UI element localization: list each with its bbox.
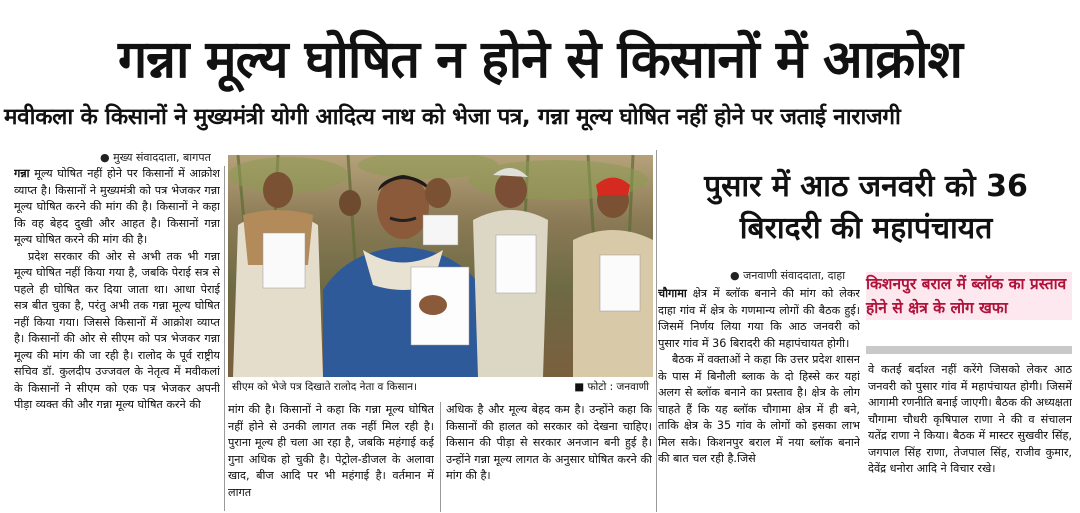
side-p1-text: क्षेत्र में ब्लॉक बनाने की मांग को लेकर दाहा गांव में क्षेत्र के गणमान्य लोगों की बैठक हुई। जिसमें निर्णय लिया गया कि आठ जनवरी को पुसार गांव में 36 बिरादरी की महापंचायत होगी। [658,287,860,350]
main-col1-paragraph-2: प्रदेश सरकार की ओर से अभी तक भी गन्ना मूल्य घोषित नहीं किया गया है, जबकि पेराई सत्र से पहले ही घोषित कर दिया जाता था। आधा पेराई सत्र बीत चुका है, परंतु अभी तक गन्ना मूल्य घोषित नहीं किया गया। जिससे किसानों में आक्रोश व्याप्त है। किसानों की ओर से सीएम को पत्र भेजकर गन्ना मूल्य की मांग की जा रही है। रालोद के पूर्व राष्ट्रीय सचिव डॉ. कुलदीप उज्जवल के नेतृत्व में मवीकलां के किसानों ने सीएम को एक पत्र भेजकर अपनी पीड़ा व्यक्त की और गन्ना मूल्य घोषित करने की [14,249,220,411]
side-article-column-2 [868,362,1072,512]
page-headline: गन्ना मूल्य घोषित न होने से किसानों में आक्रोश [118,30,962,90]
main-byline: ● मुख्य संवाददाता, बागपत [100,151,211,164]
side-box-headline: किशनपुर बराल में ब्लॉक का प्रस्ताव होने से क्षेत्र के लोग खफा [866,272,1072,320]
main-article-column-3 [446,402,652,512]
side-headline-line-1: पुसार में आठ जनवरी को 36 [704,169,1028,204]
side-byline: ● जनवाणी संवाददाता, दाहा [730,269,846,282]
column-divider [224,166,225,511]
main-col3-text: अधिक है और मूल्य बेहद कम है। उन्होंने कहा कि किसानों की हालत को सरकार को देखना चाहिए। किसान की पीड़ा से सरकार अनजान बनी हुई है। उन्होंने गन्ना मूल्य लागत के अनुसार घोषित करने की मांग की है। [446,403,652,482]
article-divider [656,150,657,512]
farmers-holding-letters-illustration [228,155,653,377]
main-article-column-1 [14,166,220,511]
photo-credit: ■ फोटो : जनवाणी [574,381,649,393]
box-divider [866,346,1072,354]
main-col1-p1-text: मूल्य घोषित नहीं होने पर किसानों में आक्रोश व्याप्त है। किसानों ने मुख्यमंत्री को पत्र भेजकर गन्ना मूल्य घोषित करने की मांग की है। किसानों ने कहा कि वह बेहद दुखी और आहत है। किसानों गन्ना मूल्य घोषित करने की मांग की है। [14,167,220,246]
main-col2-text: मांग की है। किसानों ने कहा कि गन्ना मूल्य घोषित नहीं होने से उनकी लागत तक नहीं मिल रही है। पुराना मूल्य ही चला आ रहा है, जबकि महंगाई कई गुना अधिक हो चुकी है। पेट्रोल-डीजल के अलावा खाद, बीज आदि पर भी महंगाई है। वर्तमान में लागत [228,403,434,499]
column-divider [440,402,441,512]
main-col1-paragraph-1 [14,166,220,249]
main-lead-word: गन्ना [14,167,30,180]
side-col2-text: वे कतई बर्दाश्त नहीं करेंगे जिसको लेकर आठ जनवरी को पुसार गांव में महापंचायत होगी। जिसमें आगामी रणनीति बनाई जाएगी। बैठक की अध्यक्षता चौगामा चौधरी कृषिपाल राणा ने की व संचालन यतेंद्र राणा ने किया। बैठक में मास्टर सुखवीर सिंह, जगपाल सिंह राणा, तेजपाल सिंह, राजीव कुमार, देवेंद्र धनोरा आदि ने विचार रखे। [868,363,1072,475]
side-paragraph-2: बैठक में वक्ताओं ने कहा कि उत्तर प्रदेश शासन के पास में बिनौली ब्लाक के दो हिस्से कर यहां अलग से ब्लॉक बनाने का प्रस्ताव है। क्षेत्र के लोग चाहते हैं कि यह ब्लॉक चौगामा क्षेत्र में ही बने, ताकि क्षेत्र के 35 गांव के लोगों को इसका लाभ मिल सके। किशनपुर बराल में नया ब्लॉक बनाने की बात चल रही है.जिसे [658,353,860,465]
side-lead-word: चौगामा [658,287,687,300]
side-article-headline [660,166,1072,250]
photo-caption: सीएम को भेजे पत्र दिखाते रालोद नेता व किसान। [232,381,418,393]
news-photo [228,155,653,377]
side-paragraph-1 [658,286,860,352]
main-article-column-2 [228,402,434,512]
side-headline-line-2: बिरादरी की महापंचायत [739,211,993,246]
subheadline: मवीकला के किसानों ने मुख्यमंत्री योगी आदित्य नाथ को भेजा पत्र, गन्ना मूल्य घोषित नहीं होने पर जताई नाराजगी [4,104,901,130]
side-article-column-1 [658,286,860,512]
photo-caption-bar [228,378,653,396]
